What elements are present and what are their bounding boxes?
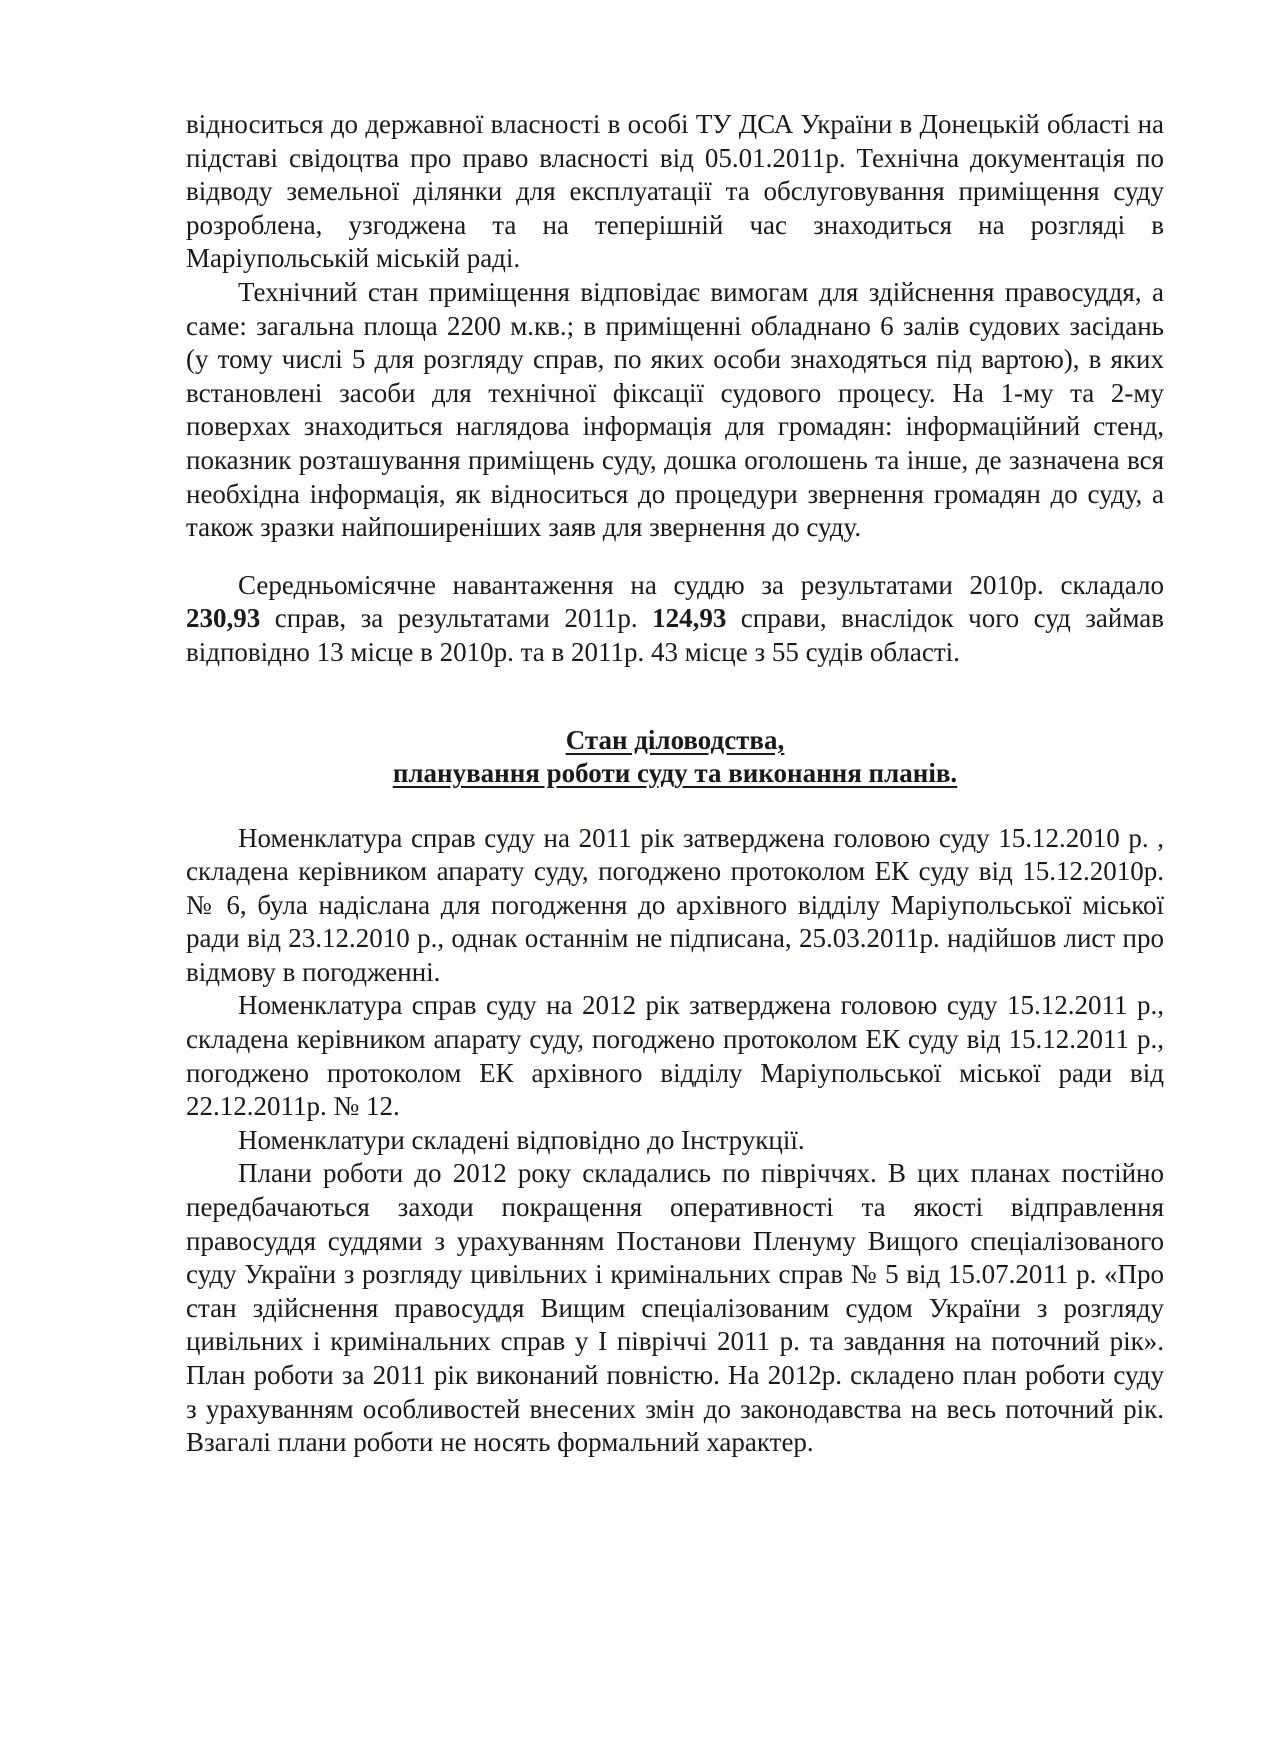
document-body	[186, 108, 1164, 1460]
workload-value-2010: 230,93	[186, 603, 261, 634]
section-heading-line-2: планування роботи суду та виконання планів.	[392, 757, 958, 788]
section-heading	[186, 724, 1164, 790]
paragraph-nomenclature-2012: Номенклатура справ суду на 2012 рік затверджена головою суду 15.12.2011 р., складена керівником апарату суду, погоджено протоколом ЕК суду від 15.12.2011 р., погоджено протоколом ЕК архівного відділу Маріупольської міської ради від 22.12.2011р. № 12.	[186, 990, 1164, 1122]
workload-text-2: справ, за результатами 2011р.	[260, 603, 653, 634]
paragraph-nomenclature-2011: Номенклатура справ суду на 2011 рік затверджена головою суду 15.12.2010 р. , складена керівником апарату суду, погоджено протоколом ЕК суду від 15.12.2010р. № 6, була надіслана для погодження до архівного відділу Маріупольської міської ради від 23.12.2010 р., однак останнім не підписана, 25.03.2011р. надійшов лист про відмову в погодженні.	[186, 822, 1164, 987]
paragraph-work-plans: Плани роботи до 2012 року складались по півріччях. В цих планах постійно передбачаються заходи покращення оперативності та якості відправлення правосуддя суддями з урахуванням Постанови Пленуму Вищого спеціалізованого суду України з розгляду цивільних і кримінальних справ № 5 від 15.07.2011 р. «Про стан здійснення правосуддя Вищим спеціалізованим судом України з розгляду цивільних і кримінальних справ у І півріччі 2011 р. та завдання на поточний рік». План роботи за 2011 рік виконаний повністю. На 2012р. складено план роботи суду з урахуванням особливостей внесених змін до законодавства на весь поточний рік. Взагалі плани роботи не носять формальний характер.	[186, 1158, 1164, 1458]
workload-text-3: справи, внаслідок чого суд займав відповідно 13 місце в 2010р. та в 2011р. 43 місце з 55 судів області.	[186, 603, 1164, 667]
section-heading-line-1: Стан діловодства,	[565, 724, 785, 755]
paragraph-workload	[186, 569, 1164, 670]
workload-value-2011: 124,93	[652, 603, 727, 634]
paragraph-ownership: відноситься до державної власності в особі ТУ ДСА України в Донецькій області на підставі свідоцтва про право власності від 05.01.2011р. Технічна документація по відводу земельної ділянки для експлуатації та обслуговування приміщення суду розроблена, узгоджена та на теперішній час знаходиться на розгляді в Маріупольській міській раді.	[186, 109, 1164, 274]
paragraph-technical-state: Технічний стан приміщення відповідає вимогам для здійснення правосуддя, а саме: загальна площа 2200 м.кв.; в приміщенні обладнано 6 залів судових засідань (у тому числі 5 для розгляду справ, по яких особи знаходяться під вартою), в яких встановлені засоби для технічної фіксації судового процесу. На 1-му та 2-му поверхах знаходиться наглядова інформація для громадян: інформаційний стенд, показник розташування приміщень суду, дошка оголошень та інше, де зазначена вся необхідна інформація, як відноситься до процедури звернення громадян до суду, а також зразки найпоширеніших заяв для звернення до суду.	[186, 276, 1164, 543]
paragraph-nomenclature-instruction: Номенклатури складені відповідно до Інструкції.	[238, 1124, 805, 1155]
workload-text-1: Середньомісячне навантаження на суддю за результатами 2010р. складало	[238, 569, 1164, 600]
